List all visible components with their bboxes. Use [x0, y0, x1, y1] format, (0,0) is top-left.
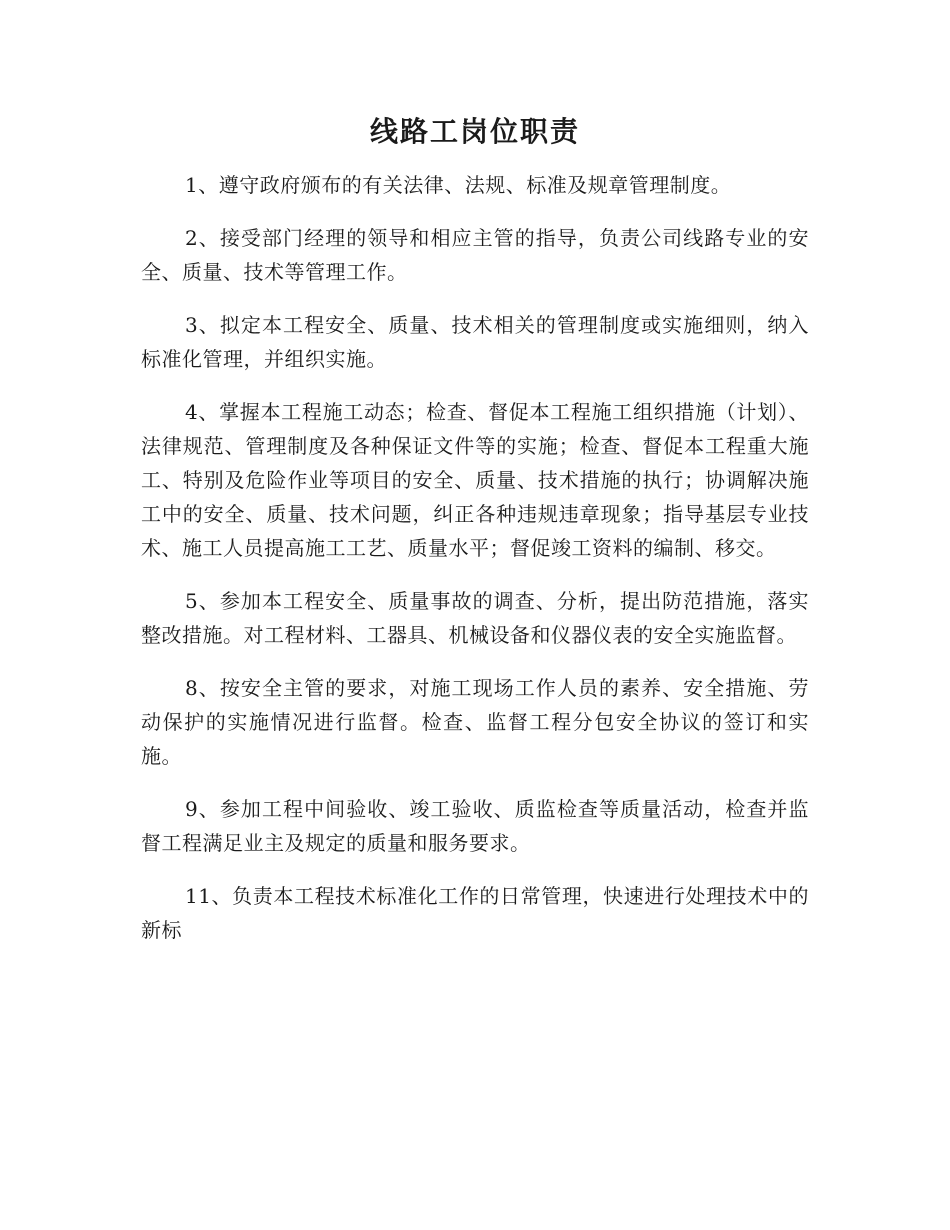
- paragraph-3: 3、拟定本工程安全、质量、技术相关的管理制度或实施细则，纳入标准化管理，并组织实施。: [141, 313, 809, 371]
- document-title: 线路工岗位职责: [369, 115, 580, 148]
- paragraph-9: 9、参加工程中间验收、竣工验收、质监检查等质量活动，检查并监督工程满足业主及规定的质量和服务要求。: [141, 797, 809, 855]
- paragraph-4: 4、掌握本工程施工动态；检查、督促本工程施工组织措施（计划）、法律规范、管理制度及各种保证文件等的实施；检查、督促本工程重大施工、特别及危险作业等项目的安全、质量、技术措施的执行；协调解决施工中的安全、质量、技术问题，纠正各种违规违章现象；指导基层专业技术、施工人员提高施工工艺、质量水平；督促竣工资料的编制、移交。: [141, 400, 809, 560]
- paragraph-8: 8、按安全主管的要求，对施工现场工作人员的素养、安全措施、劳动保护的实施情况进行监督。检查、监督工程分包安全协议的签订和实施。: [141, 676, 809, 768]
- document-body: [141, 168, 809, 966]
- paragraph-1: 1、遵守政府颁布的有关法律、法规、标准及规章管理制度。: [185, 173, 732, 197]
- paragraph-2: 2、接受部门经理的领导和相应主管的指导，负责公司线路专业的安全、质量、技术等管理工作。: [141, 226, 809, 284]
- paragraph-11: 11、负责本工程技术标准化工作的日常管理，快速进行处理技术中的新标: [141, 884, 809, 942]
- paragraph-5: 5、参加本工程安全、质量事故的调查、分析，提出防范措施，落实整改措施。对工程材料、工器具、机械设备和仪器仪表的安全实施监督。: [141, 589, 809, 647]
